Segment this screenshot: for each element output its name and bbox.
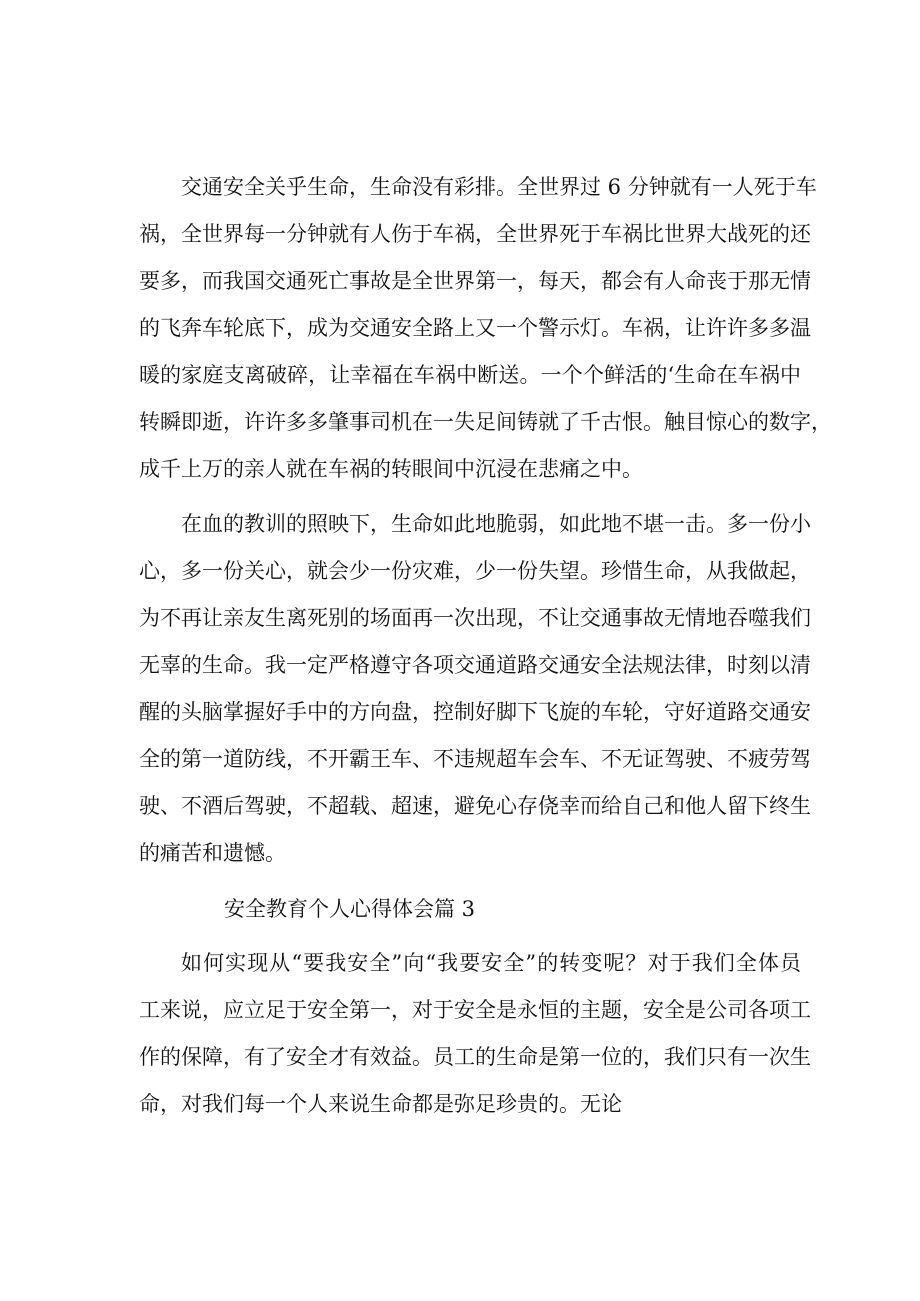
paragraph-line: 在血的教训的照映下，生命如此地脆弱，如此地不堪一击。多一份小 (181, 512, 811, 536)
section-heading: 安全教育个人心得体会篇 3 (224, 897, 476, 921)
paragraph-line: 要多，而我国交通死亡事故是全世界第一，每天，都会有人命丧于那无情 (139, 269, 811, 293)
paragraph-line: 作的保障，有了安全才有效益。员工的生命是第一位的，我们只有一次生 (139, 1045, 811, 1069)
paragraph-line: 命，对我们每一个人来说生命都是弥足珍贵的。无论 (139, 1092, 622, 1116)
paragraph-line: 祸，全世界每一分钟就有人伤于车祸，全世界死于车祸比世界大战死的还 (139, 222, 811, 246)
paragraph-line: 全的第一道防线，不开霸王车、不违规超车会车、不无证驾驶、不疲劳驾 (139, 747, 811, 771)
paragraph-line: 醒的头脑掌握好手中的方向盘，控制好脚下飞旋的车轮，守好道路交通安 (139, 700, 811, 724)
paragraph-line: 如何实现从“要我安全”向“我要安全”的转变呢？对于我们全体员 (181, 951, 801, 975)
paragraph-line: 驶、不酒后驾驶，不超载、超速，避免心存侥幸而给自己和他人留下终生 (139, 794, 811, 818)
paragraph-line: 暖的家庭支离破碎，让幸福在车祸中断送。一个个鲜活的‘生命在车祸中 (139, 363, 801, 387)
paragraph-line: 心，多一份关心，就会少一份灾难，少一份失望。珍惜生命，从我做起， (139, 559, 811, 583)
paragraph-line: 的飞奔车轮底下，成为交通安全路上又一个警示灯。车祸，让许许多多温 (139, 316, 811, 340)
paragraph-line: 交通安全关乎生命，生命没有彩排。全世界过 6 分钟就有一人死于车 (181, 175, 817, 199)
paragraph-line: 工来说，应立足于安全第一，对于安全是永恒的主题，安全是公司各项工 (139, 998, 811, 1022)
paragraph-line: 为不再让亲友生离死别的场面再一次出现，不让交通事故无情地吞噬我们 (139, 606, 811, 630)
paragraph-line: 转瞬即逝，许许多多肇事司机在一失足间铸就了千古恨。触目惊心的数字， (139, 410, 832, 434)
paragraph-line: 的痛苦和遗憾。 (139, 841, 286, 865)
paragraph-line: 无辜的生命。我一定严格遵守各项交通道路交通安全法规法律，时刻以清 (139, 653, 811, 677)
paragraph-line: 成千上万的亲人就在车祸的转眼间中沉浸在悲痛之中。 (139, 457, 643, 481)
